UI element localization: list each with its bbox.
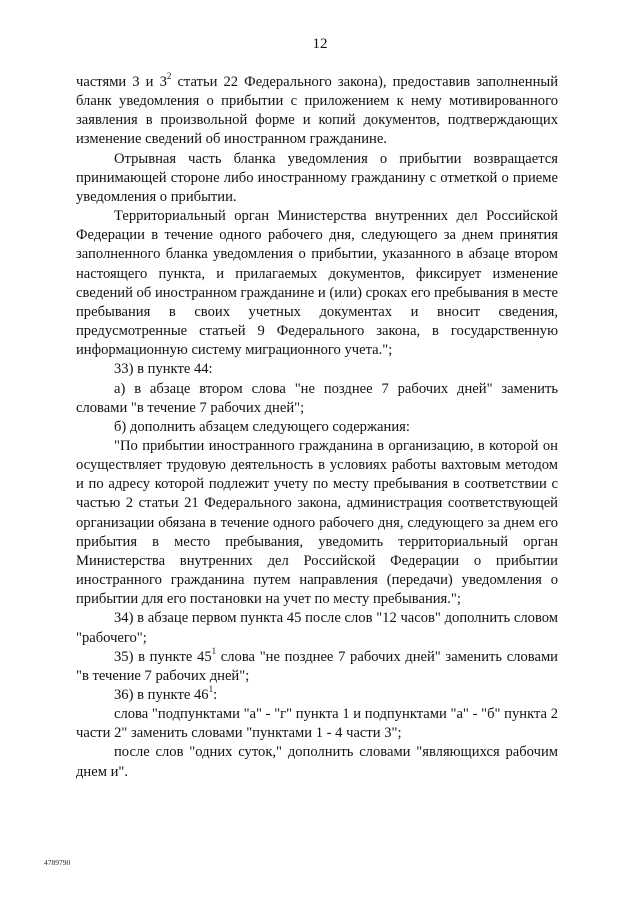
- text-run: частями 3 и 3: [76, 74, 167, 90]
- text-run: 36) в пункте 46: [114, 687, 209, 703]
- text-run: 35) в пункте 45: [114, 648, 212, 665]
- text-run: после слов "одних суток," дополнить словами "являющихся рабочим днем и".: [76, 744, 558, 780]
- text-run: 33) в пункте 44:: [114, 361, 213, 378]
- paragraph-p09: [76, 645, 558, 686]
- paragraph-p06: [76, 418, 558, 437]
- paragraph-p01: [76, 73, 558, 150]
- paragraph-p11: [76, 705, 558, 743]
- text-run: Отрывная часть бланка уведомления о прибытии возвращается принимающей стороне либо иностранному гражданину с отметкой о приеме уведомления о прибытии.: [76, 150, 558, 205]
- superscript: 2: [166, 71, 172, 82]
- superscript: 1: [211, 645, 217, 656]
- paragraph-p08: [76, 609, 558, 647]
- document-body: [76, 73, 558, 782]
- paragraph-p10: [76, 686, 558, 705]
- paragraph-p05: [76, 380, 558, 418]
- text-run: а) в абзаце втором слова "не позднее 7 рабочих дней" заменить словами "в течение 7 рабочих дней";: [76, 380, 558, 416]
- paragraph-p04: [76, 360, 558, 379]
- text-run: слова "не позднее 7 рабочих дней" заменить словами "в течение 7 рабочих дней";: [76, 648, 558, 684]
- paragraph-p07: [76, 437, 558, 609]
- text-run: 34) в абзаце первом пункта 45 после слов "12 часов" дополнить словом "рабочего";: [76, 610, 558, 646]
- superscript: 1: [208, 684, 214, 695]
- text-run: Территориальный орган Министерства внутренних дел Российской Федерации в течение одного рабочего дня, следующего за днем принятия заполненного бланка уведомления о прибытии, указанного в абзаце втором настоящего пункта, и прилагаемых документов, фиксирует изменение сведений об иностранном гражданине и (или) сроках его пребывания в месте пребывания в своих учетных документах и вносит сведения, предусмотренные статьей 9 Федерального закона, в государственную информационную систему миграционного учета.";: [76, 208, 558, 359]
- text-run: :: [213, 687, 218, 703]
- paragraph-p12: [76, 743, 558, 781]
- text-run: статьи 22 Федерального закона), предоставив заполненный бланк уведомления о прибытии с приложением к нему мотивированного заявления в произвольной форме и копий документов, подтверждающих изменение сведений об иностранном гражданине.: [76, 74, 559, 148]
- text-run: "По прибытии иностранного гражданина в организацию, в которой он осуществляет трудовую деятельность в условиях работы вахтовым методом и по адресу которой подлежит учету по месту пребывания в соответствии с частью 2 статьи 21 Федерального закона, администрация соответствующей организации обязана в течение одного рабочего дня, следующего за днем его прибытия в место пребывания, уведомить территориальный орган Министерства внутренних дел Российской Федерации о прибытии иностранного гражданина путем направления (передачи) уведомления о прибытии для его постановки на учет по месту пребывания.";: [76, 437, 558, 608]
- paragraph-p02: [76, 150, 558, 207]
- text-run: слова "подпунктами "а" - "г" пункта 1 и подпунктами "а" - "б" пункта 2 части 2" заменить словами "пунктами 1 - 4 части 3";: [76, 706, 558, 742]
- document-id: 4789790: [44, 858, 71, 867]
- text-run: б) дополнить абзацем следующего содержания:: [114, 418, 410, 435]
- page-number: 12: [312, 36, 328, 52]
- paragraph-p03: [76, 207, 558, 360]
